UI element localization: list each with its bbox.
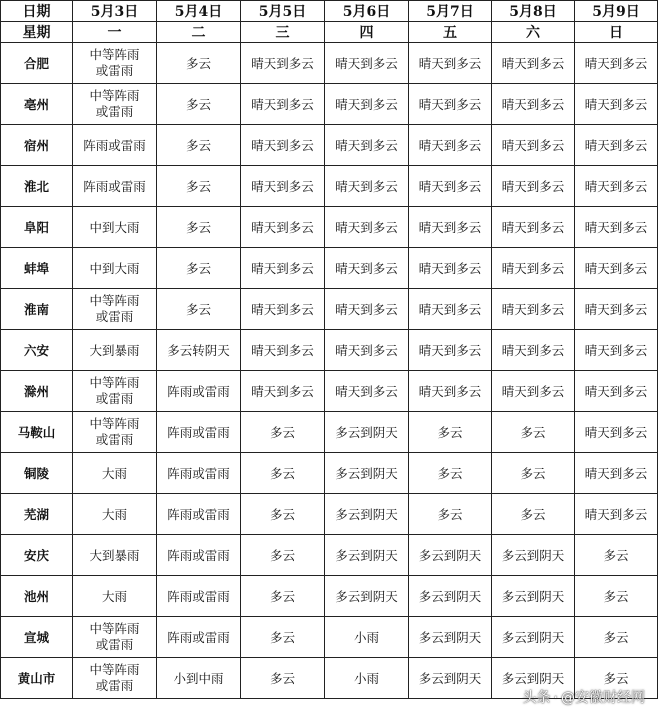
forecast-text: 晴天到多云 — [251, 56, 314, 71]
forecast-cell — [492, 207, 575, 248]
forecast-text: 多云 — [185, 261, 211, 276]
forecast-cell — [157, 84, 241, 125]
city-name: 蚌埠 — [1, 248, 73, 289]
forecast-cell — [241, 576, 325, 617]
city-row — [1, 535, 658, 576]
forecast-text: 多云 — [437, 507, 463, 522]
forecast-text: 多云 — [437, 425, 463, 440]
forecast-text: 多云 — [269, 425, 295, 440]
forecast-cell — [157, 43, 241, 84]
forecast-text: 或雷雨 — [95, 309, 134, 324]
forecast-cell — [157, 494, 241, 535]
forecast-text: 多云 — [185, 97, 211, 112]
forecast-text: 晴天到多云 — [501, 384, 565, 399]
forecast-text: 晴天到多云 — [584, 466, 648, 481]
forecast-text: 晴天到多云 — [251, 384, 314, 399]
forecast-cell — [325, 84, 409, 125]
forecast-text: 多云到阴天 — [335, 425, 398, 440]
forecast-text: 晴天到多云 — [418, 261, 482, 276]
forecast-text: 多云到阴天 — [501, 589, 565, 604]
forecast-cell — [492, 43, 575, 84]
city-name: 铜陵 — [1, 453, 73, 494]
forecast-cell — [157, 330, 241, 371]
forecast-text: 晴天到多云 — [251, 302, 314, 317]
forecast-text: 多云到阴天 — [501, 630, 565, 645]
forecast-text: 晴天到多云 — [418, 138, 482, 153]
forecast-cell — [492, 453, 575, 494]
forecast-text: 中等阵雨 — [89, 416, 140, 431]
forecast-text: 中等阵雨 — [89, 47, 140, 62]
forecast-cell — [575, 330, 658, 371]
forecast-cell — [575, 412, 658, 453]
forecast-cell — [325, 617, 409, 658]
forecast-text: 或雷雨 — [95, 391, 134, 406]
forecast-text: 多云 — [185, 302, 211, 317]
forecast-text: 或雷雨 — [95, 678, 134, 693]
city-row — [1, 412, 658, 453]
forecast-cell — [575, 166, 658, 207]
city-row — [1, 248, 658, 289]
forecast-cell — [409, 576, 492, 617]
forecast-cell — [157, 576, 241, 617]
forecast-text: 晴天到多云 — [584, 138, 648, 153]
forecast-cell — [409, 371, 492, 412]
forecast-cell — [73, 412, 157, 453]
forecast-cell — [409, 330, 492, 371]
forecast-cell — [73, 453, 157, 494]
date-cell: 5月6日 — [325, 1, 409, 22]
forecast-text: 多云到阴天 — [335, 466, 398, 481]
forecast-cell — [575, 289, 658, 330]
forecast-text: 晴天到多云 — [251, 220, 314, 235]
forecast-text: 中等阵雨 — [89, 621, 140, 636]
forecast-cell — [157, 412, 241, 453]
forecast-cell — [492, 84, 575, 125]
forecast-cell — [325, 248, 409, 289]
forecast-cell — [575, 576, 658, 617]
forecast-cell — [575, 125, 658, 166]
forecast-text: 多云 — [269, 671, 295, 686]
forecast-cell — [325, 207, 409, 248]
date-header-row — [1, 1, 658, 22]
forecast-cell — [325, 330, 409, 371]
forecast-cell — [241, 494, 325, 535]
forecast-cell — [575, 84, 658, 125]
forecast-text: 多云 — [520, 466, 546, 481]
forecast-cell — [325, 494, 409, 535]
forecast-text: 晴天到多云 — [335, 179, 398, 194]
forecast-cell — [157, 289, 241, 330]
forecast-text: 阵雨或雷雨 — [167, 548, 230, 563]
forecast-text: 晴天到多云 — [251, 97, 314, 112]
forecast-cell — [157, 658, 241, 699]
forecast-cell — [492, 535, 575, 576]
city-row — [1, 330, 658, 371]
forecast-cell — [325, 658, 409, 699]
forecast-text: 中到大雨 — [89, 261, 140, 276]
forecast-cell — [492, 248, 575, 289]
forecast-text: 晴天到多云 — [501, 261, 565, 276]
forecast-text: 多云 — [603, 671, 629, 686]
city-name: 六安 — [1, 330, 73, 371]
forecast-text: 晴天到多云 — [584, 343, 648, 358]
forecast-cell — [409, 617, 492, 658]
forecast-text: 中到大雨 — [89, 220, 140, 235]
forecast-cell — [157, 207, 241, 248]
forecast-cell — [575, 248, 658, 289]
weekday-cell: 一 — [73, 22, 157, 43]
forecast-text: 阵雨或雷雨 — [167, 425, 230, 440]
city-name: 淮南 — [1, 289, 73, 330]
forecast-text: 晴天到多云 — [584, 179, 648, 194]
weekday-cell: 日 — [575, 22, 658, 43]
forecast-text: 晴天到多云 — [501, 179, 565, 194]
forecast-text: 晴天到多云 — [418, 302, 482, 317]
forecast-text: 或雷雨 — [95, 637, 134, 652]
forecast-text: 多云到阴天 — [418, 630, 482, 645]
forecast-text: 中等阵雨 — [89, 88, 140, 103]
forecast-text: 中等阵雨 — [89, 375, 140, 390]
forecast-text: 晴天到多云 — [335, 220, 398, 235]
forecast-text: 晴天到多云 — [335, 97, 398, 112]
forecast-text: 多云 — [269, 548, 295, 563]
forecast-cell — [325, 453, 409, 494]
forecast-cell — [409, 166, 492, 207]
city-name: 宣城 — [1, 617, 73, 658]
forecast-cell — [409, 125, 492, 166]
forecast-cell — [325, 371, 409, 412]
forecast-text: 大雨 — [101, 466, 127, 481]
forecast-cell — [241, 330, 325, 371]
forecast-cell — [73, 371, 157, 412]
forecast-text: 多云 — [603, 589, 629, 604]
forecast-text: 多云 — [603, 548, 629, 563]
watermark: 头条 · @安徽财经网 — [522, 690, 645, 706]
forecast-cell — [73, 84, 157, 125]
forecast-cell — [409, 84, 492, 125]
forecast-cell — [157, 125, 241, 166]
forecast-text: 或雷雨 — [95, 432, 134, 447]
forecast-text: 多云转阴天 — [167, 343, 230, 358]
forecast-text: 多云 — [185, 179, 211, 194]
weekday-cell: 二 — [157, 22, 241, 43]
forecast-text: 小雨 — [353, 671, 379, 686]
forecast-text: 阵雨或雷雨 — [167, 507, 230, 522]
forecast-cell — [409, 494, 492, 535]
forecast-text: 阵雨或雷雨 — [83, 179, 146, 194]
forecast-text: 多云到阴天 — [418, 548, 482, 563]
forecast-text: 晴天到多云 — [251, 138, 314, 153]
forecast-text: 晴天到多云 — [584, 97, 648, 112]
forecast-text: 晴天到多云 — [335, 343, 398, 358]
forecast-text: 多云 — [269, 589, 295, 604]
forecast-text: 晴天到多云 — [584, 56, 648, 71]
forecast-text: 晴天到多云 — [418, 384, 482, 399]
forecast-text: 晴天到多云 — [418, 343, 482, 358]
city-row — [1, 207, 658, 248]
forecast-text: 晴天到多云 — [418, 97, 482, 112]
date-label: 日期 — [1, 1, 73, 22]
city-row — [1, 494, 658, 535]
forecast-cell — [325, 576, 409, 617]
date-cell: 5月3日 — [73, 1, 157, 22]
city-name: 黄山市 — [1, 658, 73, 699]
forecast-text: 多云 — [520, 507, 546, 522]
city-name: 芜湖 — [1, 494, 73, 535]
forecast-text: 晴天到多云 — [335, 302, 398, 317]
forecast-text: 阵雨或雷雨 — [83, 138, 146, 153]
forecast-text: 多云到阴天 — [501, 548, 565, 563]
forecast-text: 晴天到多云 — [335, 138, 398, 153]
forecast-text: 大到暴雨 — [89, 343, 140, 358]
forecast-cell — [325, 535, 409, 576]
city-name: 合肥 — [1, 43, 73, 84]
city-row — [1, 84, 658, 125]
forecast-cell — [157, 166, 241, 207]
city-row — [1, 371, 658, 412]
date-cell: 5月5日 — [241, 1, 325, 22]
city-row — [1, 289, 658, 330]
forecast-cell — [492, 166, 575, 207]
city-row — [1, 43, 658, 84]
forecast-text: 多云 — [269, 466, 295, 481]
forecast-text: 阵雨或雷雨 — [167, 466, 230, 481]
forecast-cell — [325, 166, 409, 207]
forecast-text: 晴天到多云 — [418, 220, 482, 235]
forecast-cell — [325, 43, 409, 84]
forecast-text: 晴天到多云 — [584, 261, 648, 276]
forecast-cell — [73, 289, 157, 330]
forecast-text: 大雨 — [101, 507, 127, 522]
forecast-text: 小雨 — [353, 630, 379, 645]
city-row — [1, 166, 658, 207]
forecast-cell — [409, 535, 492, 576]
city-name: 阜阳 — [1, 207, 73, 248]
forecast-cell — [409, 248, 492, 289]
forecast-cell — [492, 617, 575, 658]
city-name: 池州 — [1, 576, 73, 617]
forecast-cell — [241, 453, 325, 494]
forecast-cell — [575, 494, 658, 535]
forecast-text: 晴天到多云 — [501, 97, 565, 112]
forecast-text: 晴天到多云 — [335, 56, 398, 71]
weekday-cell: 五 — [409, 22, 492, 43]
forecast-text: 小到中雨 — [173, 671, 224, 686]
forecast-cell — [157, 248, 241, 289]
forecast-cell — [73, 658, 157, 699]
forecast-text: 多云到阴天 — [418, 589, 482, 604]
forecast-text: 多云 — [437, 466, 463, 481]
forecast-text: 阵雨或雷雨 — [167, 589, 230, 604]
forecast-cell — [325, 125, 409, 166]
forecast-text: 晴天到多云 — [584, 384, 648, 399]
forecast-cell — [409, 207, 492, 248]
forecast-text: 大雨 — [101, 589, 127, 604]
forecast-cell — [409, 43, 492, 84]
weekday-label: 星期 — [1, 22, 73, 43]
forecast-text: 或雷雨 — [95, 104, 134, 119]
forecast-cell — [492, 371, 575, 412]
forecast-text: 中等阵雨 — [89, 293, 140, 308]
forecast-cell — [241, 371, 325, 412]
city-name: 滁州 — [1, 371, 73, 412]
forecast-text: 晴天到多云 — [501, 56, 565, 71]
forecast-cell — [241, 412, 325, 453]
date-cell: 5月8日 — [492, 1, 575, 22]
forecast-text: 晴天到多云 — [501, 220, 565, 235]
city-row — [1, 576, 658, 617]
forecast-cell — [575, 535, 658, 576]
forecast-cell — [241, 658, 325, 699]
forecast-cell — [157, 535, 241, 576]
forecast-cell — [492, 412, 575, 453]
forecast-text: 多云到阴天 — [418, 671, 482, 686]
forecast-cell — [73, 494, 157, 535]
forecast-cell — [409, 412, 492, 453]
forecast-cell — [492, 125, 575, 166]
forecast-text: 晴天到多云 — [251, 179, 314, 194]
forecast-cell — [409, 289, 492, 330]
forecast-cell — [73, 576, 157, 617]
forecast-text: 晴天到多云 — [418, 56, 482, 71]
weekday-cell: 六 — [492, 22, 575, 43]
forecast-text: 多云 — [269, 630, 295, 645]
forecast-text: 晴天到多云 — [418, 179, 482, 194]
forecast-cell — [241, 617, 325, 658]
date-cell: 5月7日 — [409, 1, 492, 22]
forecast-cell — [73, 330, 157, 371]
forecast-text: 多云 — [185, 138, 211, 153]
forecast-text: 晴天到多云 — [501, 343, 565, 358]
city-row — [1, 617, 658, 658]
city-name: 淮北 — [1, 166, 73, 207]
forecast-cell — [73, 617, 157, 658]
forecast-cell — [73, 125, 157, 166]
city-name: 马鞍山 — [1, 412, 73, 453]
forecast-cell — [73, 207, 157, 248]
forecast-text: 晴天到多云 — [584, 425, 648, 440]
weekday-header-row — [1, 22, 658, 43]
forecast-text: 多云到阴天 — [501, 671, 565, 686]
forecast-cell — [575, 371, 658, 412]
forecast-text: 中等阵雨 — [89, 662, 140, 677]
forecast-text: 多云 — [185, 56, 211, 71]
city-row — [1, 453, 658, 494]
forecast-cell — [73, 43, 157, 84]
forecast-cell — [241, 43, 325, 84]
forecast-cell — [241, 84, 325, 125]
forecast-text: 多云 — [520, 425, 546, 440]
forecast-text: 多云到阴天 — [335, 589, 398, 604]
watermark-account: @安徽财经网 — [561, 690, 645, 706]
forecast-cell — [325, 412, 409, 453]
forecast-text: 晴天到多云 — [251, 261, 314, 276]
weekday-cell: 四 — [325, 22, 409, 43]
forecast-cell — [575, 617, 658, 658]
city-name: 宿州 — [1, 125, 73, 166]
forecast-cell — [157, 617, 241, 658]
forecast-text: 晴天到多云 — [584, 507, 648, 522]
forecast-cell — [241, 289, 325, 330]
forecast-cell — [241, 166, 325, 207]
forecast-text: 晴天到多云 — [501, 138, 565, 153]
forecast-text: 阵雨或雷雨 — [167, 630, 230, 645]
forecast-text: 晴天到多云 — [501, 302, 565, 317]
forecast-text: 晴天到多云 — [584, 220, 648, 235]
forecast-cell — [241, 207, 325, 248]
forecast-cell — [157, 453, 241, 494]
forecast-cell — [73, 248, 157, 289]
forecast-text: 多云 — [269, 507, 295, 522]
forecast-text: 晴天到多云 — [251, 343, 314, 358]
forecast-cell — [492, 330, 575, 371]
forecast-text: 多云 — [603, 630, 629, 645]
forecast-text: 晴天到多云 — [335, 384, 398, 399]
forecast-text: 多云到阴天 — [335, 507, 398, 522]
forecast-text: 阵雨或雷雨 — [167, 384, 230, 399]
forecast-cell — [409, 453, 492, 494]
forecast-cell — [575, 43, 658, 84]
forecast-cell — [73, 535, 157, 576]
forecast-cell — [575, 453, 658, 494]
forecast-cell — [241, 125, 325, 166]
forecast-cell — [492, 289, 575, 330]
forecast-cell — [325, 289, 409, 330]
weekday-cell: 三 — [241, 22, 325, 43]
forecast-cell — [492, 576, 575, 617]
forecast-text: 晴天到多云 — [335, 261, 398, 276]
forecast-text: 多云到阴天 — [335, 548, 398, 563]
forecast-cell — [492, 494, 575, 535]
forecast-cell — [409, 658, 492, 699]
forecast-cell — [575, 207, 658, 248]
forecast-cell — [73, 166, 157, 207]
forecast-text: 或雷雨 — [95, 63, 134, 78]
date-cell: 5月9日 — [575, 1, 658, 22]
forecast-text: 晴天到多云 — [584, 302, 648, 317]
forecast-cell — [241, 535, 325, 576]
forecast-text: 大到暴雨 — [89, 548, 140, 563]
forecast-text: 多云 — [185, 220, 211, 235]
date-cell: 5月4日 — [157, 1, 241, 22]
city-name: 亳州 — [1, 84, 73, 125]
city-name: 安庆 — [1, 535, 73, 576]
city-row — [1, 125, 658, 166]
watermark-platform: 头条 — [522, 690, 551, 706]
forecast-cell — [157, 371, 241, 412]
forecast-cell — [241, 248, 325, 289]
